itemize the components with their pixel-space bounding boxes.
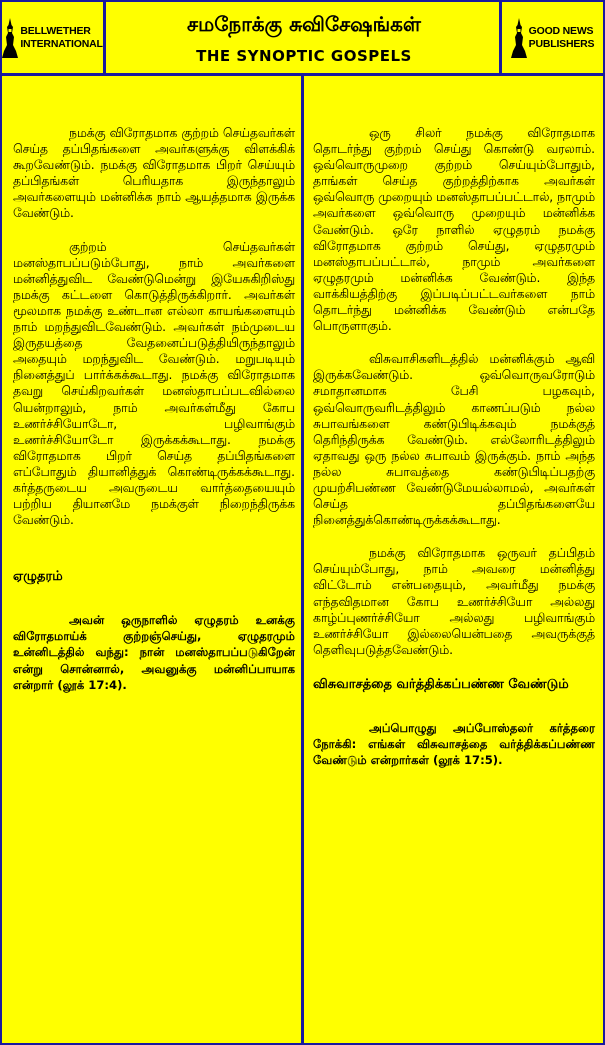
- tower-icon: [2, 17, 18, 59]
- right-section-heading: விசுவாசத்தை வர்த்திக்கப்பண்ண வேண்டும்: [313, 676, 569, 692]
- left-scripture-verse: அவன் ஒருநாளில் ஏழுதரம் உனக்கு விரோதமாய்க் குற்றஞ்செய்து, ஏழுதரமும் உன்னிடத்தில் வந்து: நான் மனஸ்தாபப்படுகிறேன் என்று சொன்னால், அவனுக்கு மன்னிப்பாயாக என்றார் (லூக் 17:4).: [13, 613, 295, 692]
- tower-icon: [511, 17, 527, 59]
- good-news-logo-line1: GOOD NEWS: [528, 24, 594, 37]
- title-block: [109, 2, 499, 73]
- bellwether-logo-line1: BELLWETHER: [20, 24, 91, 37]
- right-scripture-verse: அப்பொழுது அப்போஸ்தலர் கர்த்தரை நோக்கி: எங்கள் விசுவாசத்தை வர்த்திக்கப்பண்ண வேண்டும் என்றார்கள் (லூக் 17:5).: [313, 720, 595, 768]
- bellwether-logo-line2: INTERNATIONAL: [20, 37, 103, 50]
- right-paragraph-1: ஒரு சிலர் நமக்கு விரோதமாக தொடர்ந்து குற்றம் செய்து கொண்டு வரலாம். ஒவ்வொருமுறை குற்றம் செய்யும்போதும், தாங்கள் செய்த குற்றத்திற்காக அவர்கள் ஒவ்வொரு முறையும் மனஸ்தாபப்பட்டால், நாமும் அவர்களை ஒவ்வொரு முறையும் மன்னிக்க வேண்டும். ஒரே நாளில் ஏழுதரம் நமக்கு விரோதமாக குற்றம் செய்து, ஏழுதரமும் மனஸ்தாபப்பட்டால், நாமும் அவர்களை ஏழுதரமும் மன்னிக்க வேண்டும். இந்த வாக்கியத்திற்கு இப்படிப்பட்டவர்களை நாம் தொடர்ந்து மன்னிக்க வேண்டும் என்பதே பொருளாகும்.: [313, 126, 595, 334]
- bellwether-logo-box: [2, 2, 106, 73]
- right-paragraph-2: விசுவாசிகளிடத்தில் மன்னிக்கும் ஆவி இருக்கவேண்டும். ஒவ்வொருவரோடும் சமாதானமாக பேசி பழகவும், ஒவ்வொருவரிடத்திலும் காணப்படும் நல்ல சுபாவங்களை கண்டுபிடிக்கவும் நமக்குத் தெரிந்திருக்க வேண்டும். எல்லோரிடத்திலும் ஏதாவது ஒரு நல்ல சுபாவம் இருக்கும். நாம் அந்த நல்ல சுபாவத்தை கண்டுபிடிப்பதற்கு முயற்சிபண்ண வேண்டுமேயல்லாமல், அவர்கள் செய்த தப்பிதங்களையே நினைத்துக்கொண்டிருக்கக்கூடாது.: [313, 352, 595, 528]
- page-header: [2, 2, 603, 76]
- page-title-tamil: சமநோக்கு சுவிசேஷங்கள்: [187, 12, 421, 36]
- good-news-logo-box: [499, 2, 603, 73]
- bellwether-logo: [2, 17, 102, 59]
- left-section-heading: ஏழுதரம்: [13, 569, 63, 585]
- column-divider: [301, 76, 304, 1043]
- left-paragraph-1: நமக்கு விரோதமாக குற்றம் செய்தவர்கள் செய்த தப்பிதங்களை அவர்களுக்கு விளக்கிக் கூறவேண்டும். நமக்கு விரோதமாக பிறர் செய்யும் தப்பிதங்கள் பெரியதாக இருந்தாலும் அவர்களையும் மன்னிக்க நாம் ஆயத்தமாக இருக்க வேண்டும்.: [13, 126, 295, 221]
- good-news-logo-line2: PUBLISHERS: [528, 37, 595, 50]
- right-paragraph-3: நமக்கு விரோதமாக ஒருவர் தப்பிதம் செய்யும்போது, நாம் அவரை மன்னித்து விட்டோம் என்பதையும், அவர்மீது நமக்கு எந்தவிதமான கோப உணர்ச்சியோ அல்லது காழ்ப்புணர்ச்சியோ அல்லது பழிவாங்கும் உணர்ச்சியோ இல்லையென்பதை அவருக்குத் தெளிவுபடுத்தவேண்டும்.: [313, 546, 595, 657]
- left-paragraph-2: குற்றம் செய்தவர்கள் மனஸ்தாபப்படும்போது, நாம் அவர்களை மன்னித்துவிட வேண்டுமென்று இயேசுகிறிஸ்து நமக்கு கட்டளை கொடுத்திருக்கிறார். அவர்கள் மூலமாக நமக்கு உண்டான எல்லா காயங்களையும் நாம் மறந்துவிடவேண்டும். அவர்கள் நம்முடைய இருதயத்தை வேதனைப்படுத்தியிருந்தாலும் அதையும் மறந்துவிட வேண்டும். மறுபடியும் நினைத்துப் பார்க்கக்கூடாது. நமக்கு விரோதமாக தவறு செய்கிறவர்கள் மனஸ்தாபப்படவில்லை யென்றாலும், நாம் அவர்கள்மீது கோப உணர்ச்சியோடோ, பழிவாங்கும் உணர்ச்சியோடோ இருக்கக்கூடாது. நமக்கு விரோதமாக பிறர் செய்த தப்பிதங்களை எப்போதும் தியானித்துக் கொண்டிருக்கக்கூடாது. கர்த்தருடைய அவருடைய வார்த்தையையும் பற்றிய தியானமே நமக்குள் நிறைந்திருக்க வேண்டும்.: [13, 239, 295, 528]
- right-column: [313, 82, 595, 768]
- left-column: [13, 82, 295, 693]
- good-news-logo: [511, 17, 595, 59]
- page-title-english: THE SYNOPTIC GOSPELS: [196, 47, 412, 65]
